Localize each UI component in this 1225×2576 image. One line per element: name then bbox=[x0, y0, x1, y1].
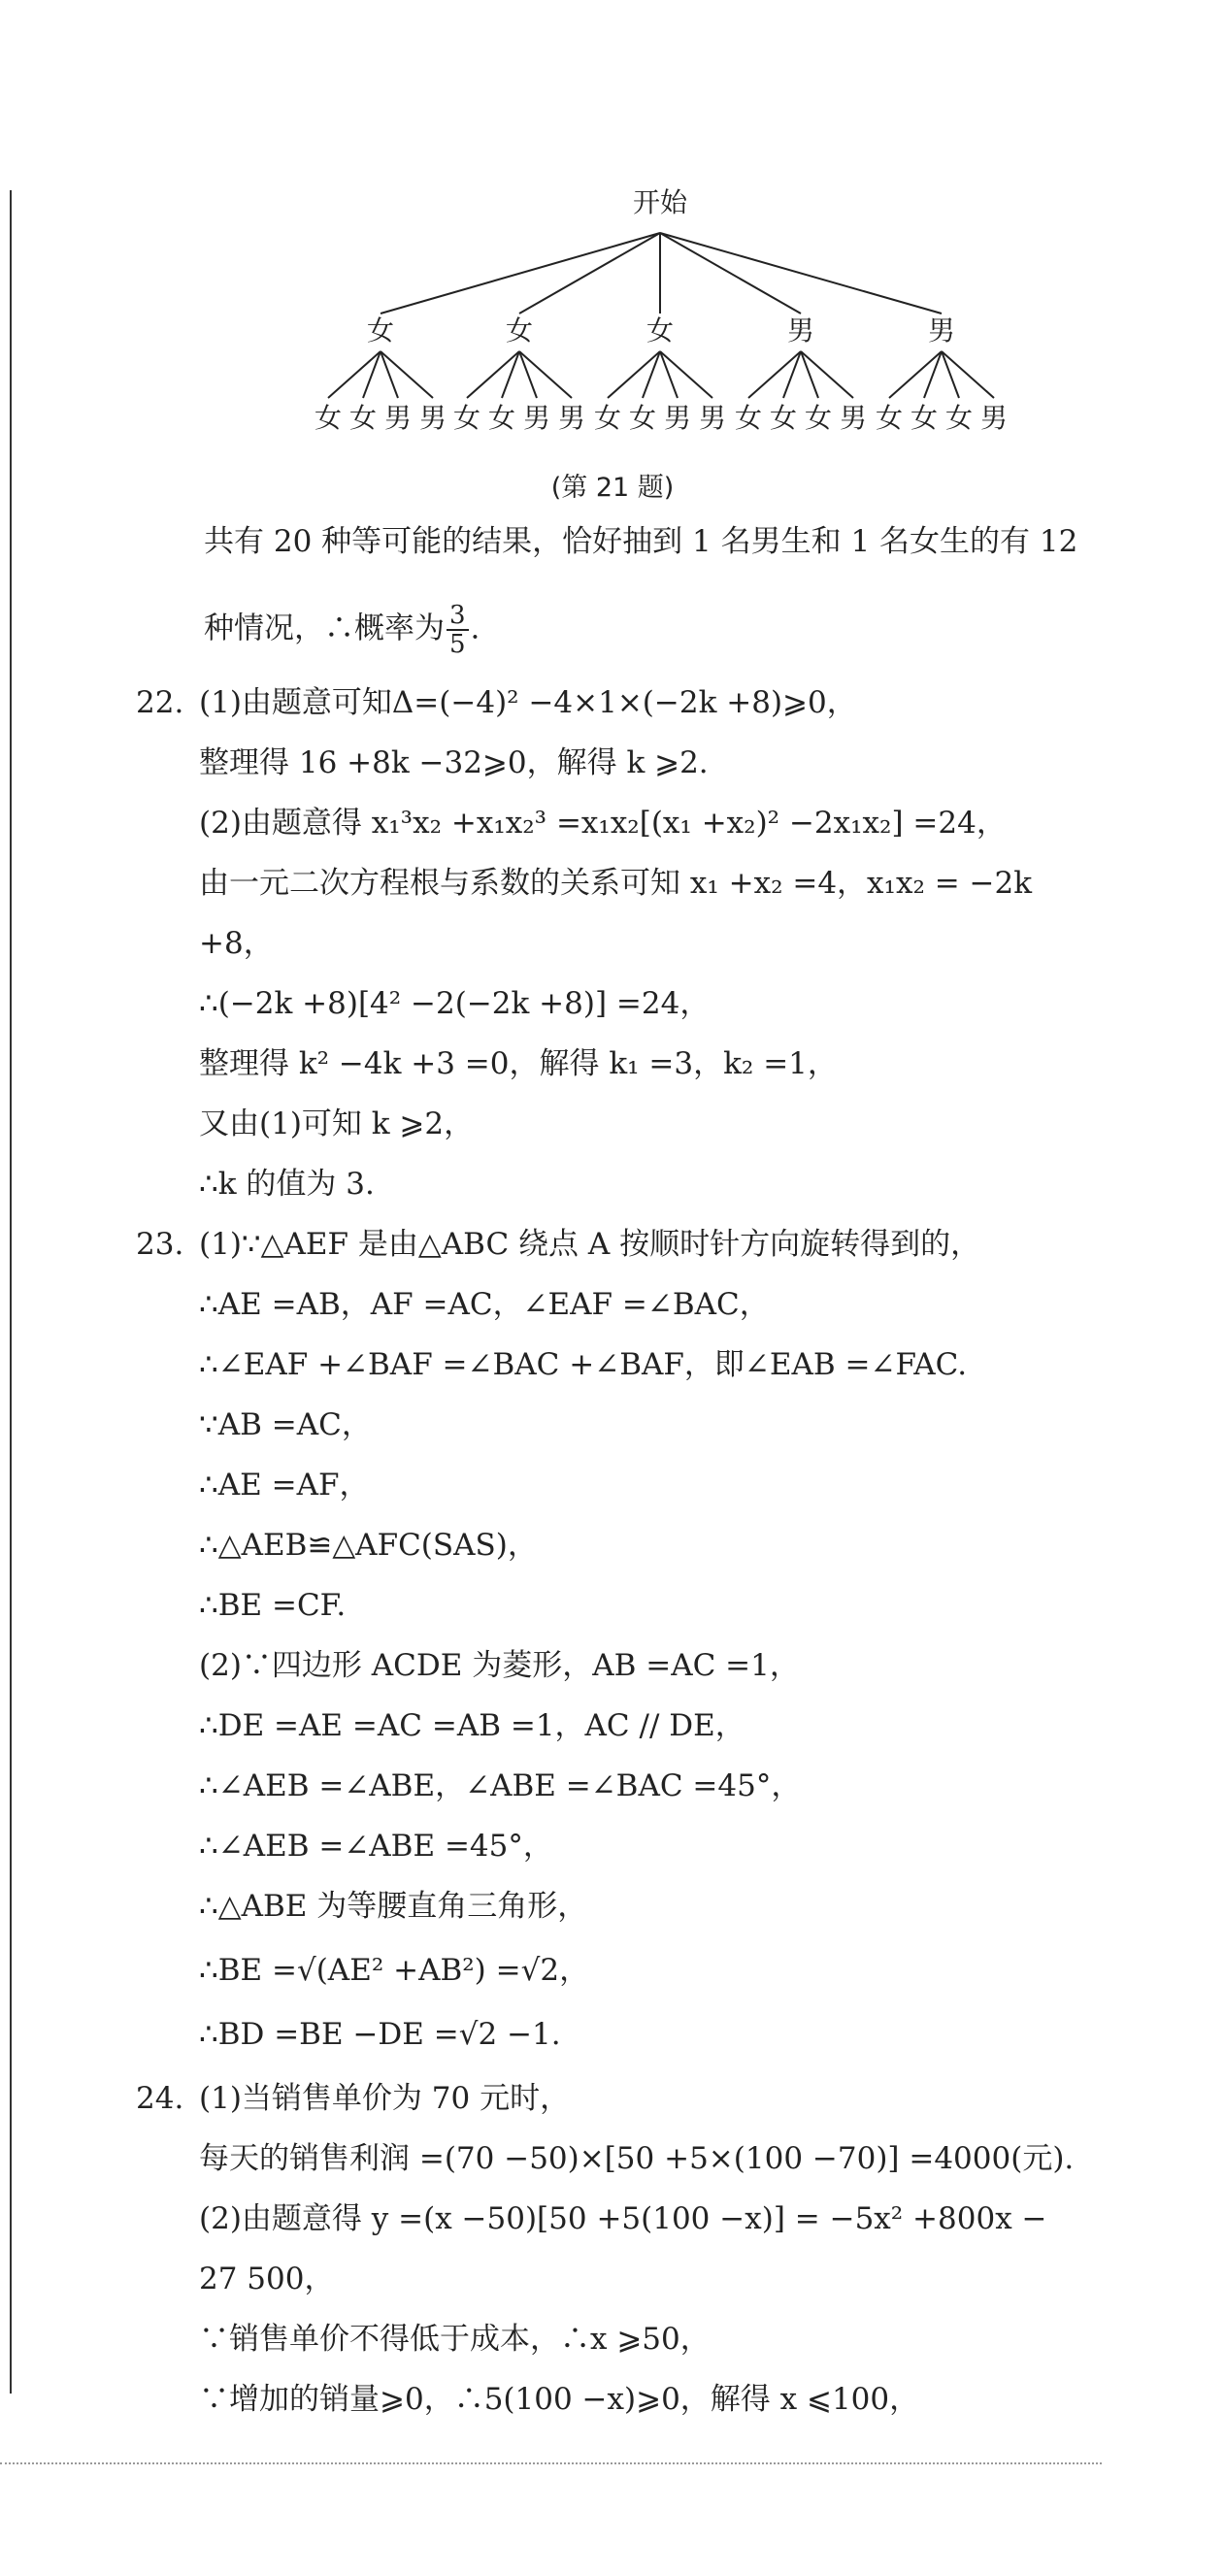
text-line: ∴BE =CF. bbox=[199, 1588, 347, 1623]
text-line: 每天的销售利润 =(70 −50)×[50 +5×(100 −70)] =4000(元). bbox=[199, 2141, 1075, 2176]
text-line: ∴(−2k +8)[4² −2(−2k +8)] =24， bbox=[199, 986, 711, 1021]
text-line: ∴∠EAF +∠BAF =∠BAC +∠BAF，即∠EAB =∠FAC. bbox=[199, 1347, 968, 1382]
tree-level2-label: 女 bbox=[348, 402, 378, 434]
text-line: 种情况，∴概率为 $\frac{3}{5}$ . bbox=[204, 601, 480, 659]
text-line: 27 500， bbox=[199, 2262, 335, 2296]
tree-root-label: 开始 bbox=[632, 186, 688, 218]
tree-branch bbox=[660, 233, 801, 314]
tree-level1-label: 女 bbox=[366, 314, 395, 347]
tree-level1-label: 男 bbox=[786, 314, 815, 347]
text-line: ∴△AEB≌△AFC(SAS)， bbox=[199, 1528, 538, 1563]
question-number: 22. bbox=[136, 685, 184, 720]
text-line: ∴AE =AB，AF =AC，∠EAF =∠BAC， bbox=[199, 1287, 770, 1322]
tree-level2-label: 女 bbox=[875, 402, 904, 434]
question-number: 23. bbox=[136, 1227, 184, 1262]
text-line: ∴k 的值为 3. bbox=[199, 1167, 375, 1202]
tree-level2-label: 男 bbox=[663, 402, 692, 434]
question-number: 24. bbox=[136, 2081, 184, 2116]
tree-branch bbox=[519, 233, 660, 314]
left-margin-rule bbox=[10, 190, 12, 2394]
tree-level2-label: 男 bbox=[979, 402, 1009, 434]
text-line: ∴DE =AE =AC =AB =1，AC // DE， bbox=[199, 1708, 745, 1743]
tree-level2-label: 男 bbox=[839, 402, 868, 434]
text-line: (2)由题意得 x₁³x₂ +x₁x₂³ =x₁x₂[(x₁ +x₂)² −2x₁x₂] =24， bbox=[199, 806, 1007, 841]
text-line: 共有 20 种等可能的结果，恰好抽到 1 名男生和 1 名女生的有 12 bbox=[204, 524, 1078, 559]
tree-level2-label: 女 bbox=[314, 402, 343, 434]
tree-diagram bbox=[0, 0, 1225, 456]
text-line: ∵AB =AC， bbox=[199, 1407, 372, 1442]
text-line: 又由(1)可知 k ⩾2， bbox=[199, 1106, 475, 1141]
text-line: ∴∠AEB =∠ABE，∠ABE =∠BAC =45°， bbox=[199, 1768, 802, 1803]
text-line: (1)由题意可知Δ=(−4)² −4×1×(−2k +8)⩾0， bbox=[199, 685, 857, 720]
tree-level2-label: 男 bbox=[418, 402, 447, 434]
tree-caption: (第 21 题) bbox=[550, 473, 675, 503]
tree-level2-label: 男 bbox=[522, 402, 551, 434]
tree-level2-label: 女 bbox=[734, 402, 763, 434]
text-line: +8， bbox=[199, 926, 274, 961]
text-line: (1)当销售单价为 70 元时， bbox=[199, 2081, 571, 2116]
text-line: ∴AE =AF， bbox=[199, 1468, 370, 1503]
tree-level2-label: 男 bbox=[698, 402, 727, 434]
text-line: (2)由题意得 y =(x −50)[50 +5(100 −x)] = −5x² +800x − bbox=[199, 2201, 1047, 2236]
tree-level1-label: 女 bbox=[505, 314, 534, 347]
text-line: ∴△ABE 为等腰直角三角形， bbox=[199, 1889, 588, 1924]
text-line: ∵增加的销量⩾0，∴5(100 −x)⩾0，解得 x ⩽100， bbox=[199, 2382, 920, 2417]
text-line: ∴BD =BE −DE =√2 −1. bbox=[199, 2017, 561, 2052]
tree-level1-label: 女 bbox=[646, 314, 675, 347]
bottom-dotted-rule bbox=[0, 2462, 1102, 2464]
tree-level2-label: 女 bbox=[910, 402, 939, 434]
fraction: $\frac{3}{5}$ bbox=[447, 602, 469, 658]
tree-branch bbox=[381, 233, 660, 314]
text-line: (1)∵△AEF 是由△ABC 绕点 A 按顺时针方向旋转得到的， bbox=[199, 1227, 981, 1262]
text-line: ∴∠AEB =∠ABE =45°， bbox=[199, 1829, 553, 1864]
text-line: 整理得 16 +8k −32⩾0，解得 k ⩾2. bbox=[199, 745, 709, 780]
tree-level2-label: 女 bbox=[804, 402, 833, 434]
text-line: 由一元二次方程根与系数的关系可知 x₁ +x₂ =4，x₁x₂ = −2k bbox=[199, 866, 1033, 901]
text-line: 整理得 k² −4k +3 =0，解得 k₁ =3，k₂ =1， bbox=[199, 1046, 838, 1081]
text-line: (2)∵四边形 ACDE 为菱形，AB =AC =1， bbox=[199, 1648, 800, 1683]
text-line: ∵销售单价不得低于成本，∴x ⩾50， bbox=[199, 2322, 711, 2357]
tree-level2-label: 女 bbox=[769, 402, 798, 434]
tree-level2-label: 女 bbox=[487, 402, 516, 434]
tree-level2-label: 女 bbox=[452, 402, 481, 434]
tree-level2-label: 女 bbox=[944, 402, 974, 434]
tree-level2-label: 男 bbox=[557, 402, 586, 434]
tree-level1-label: 男 bbox=[927, 314, 956, 347]
tree-level2-label: 女 bbox=[628, 402, 657, 434]
tree-level2-label: 女 bbox=[593, 402, 622, 434]
tree-branch bbox=[660, 233, 942, 314]
tree-level2-label: 男 bbox=[383, 402, 413, 434]
text-line: ∴BE =√(AE² +AB²) =√2， bbox=[199, 1953, 590, 1988]
